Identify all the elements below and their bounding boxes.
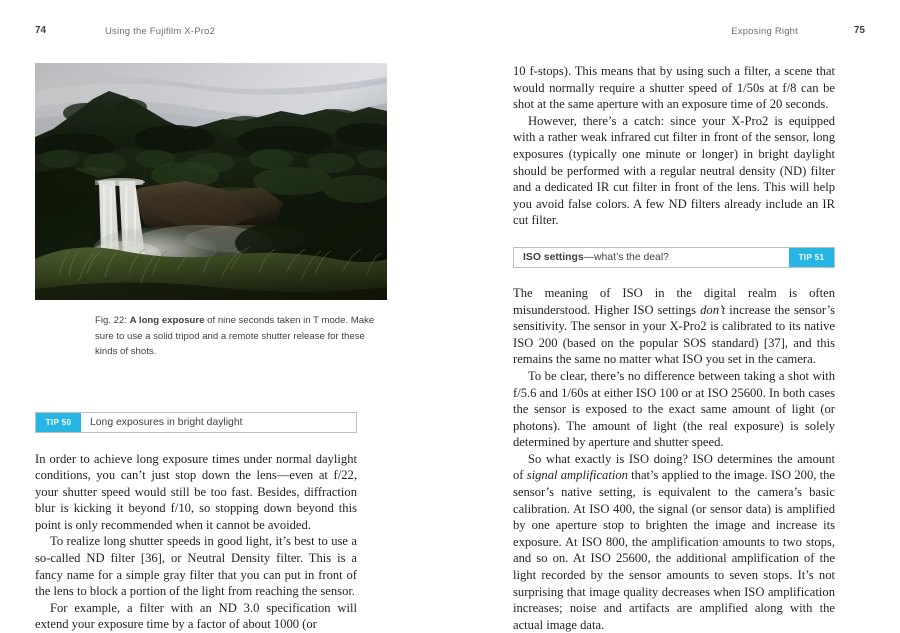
page-number-right: 75 (853, 25, 865, 36)
tip-51-title-rest: —what’s the deal? (583, 251, 669, 263)
caption-label: Fig. 22: (95, 315, 127, 326)
right-paragraph-2: However, there’s a catch: since your X-Pro2 is equipped with a rather weak infrared cut filter in front of the sensor, long exposures (typically one minute or longer) in bright daylight should be performed with a regular neutral density (ND) filter and a dedicated IR cut filter in front of the lens. This will help you avoid false colors. A few ND filters already include an IR cut filter. (513, 113, 835, 228)
right-paragraph-3 (513, 285, 835, 368)
left-column (35, 63, 375, 633)
caption-rest-text: of nine seconds taken in T mode. Make sure to use a solid tripod and a remote shutter release for these kinds of shots. (95, 315, 375, 357)
tip-51-title (514, 248, 789, 267)
figure-caption (95, 313, 385, 360)
left-paragraph-2: To realize long shutter speeds in good light, it’s best to use a so-called ND filter [36], or Neutral Density filter. This is a fancy name for a simple gray filter that you can put in front of the lens to block a portion of the light from reaching the sensor. (35, 534, 357, 599)
running-head-right: Exposing Right (731, 26, 798, 37)
right-p5-part-b: that’s applied to the image. ISO 200, the sensor’s native setting, is equivalent to the camera’s basic calibration. At ISO 400, the signal (or sensor data) is amplified by one aperture stop to brighten the image and increase its exposure. At ISO 800, the amplification amounts to two stops, and so on. At ISO 25600, the additional amplification of the light recorded by the sensor amounts to seven stops. It’s not surprising that image quality decreases when ISO amplification increases; noise and artifacts are amplified along with the actual image data. (513, 468, 836, 632)
right-p5-part-a: So what exactly is ISO doing? ISO determines the amount of (513, 451, 835, 483)
right-p3-part-b: increase the sensor’s sensitivity. The sensor in your X-Pro2 is calibrated to its native ISO 200 (based on the popular SOS standard) [37], and this remains the same no matter what ISO you set in the camera. (513, 302, 835, 367)
right-p3-italic: don’t (700, 302, 726, 317)
tip-51-title-bold: ISO settings (523, 251, 584, 263)
tip-51-box[interactable] (513, 247, 835, 268)
right-paragraph-4: To be clear, there’s no difference between taking a shot with f/5.6 and 1/60s at either ISO 100 or at ISO 25600. In both cases the sensor is exposed to the exact same amount of light (or photons). The amount of light (the real exposure) is solely determined by aperture and shutter speed. (513, 368, 835, 450)
right-p5-italic: signal amplification (526, 468, 628, 483)
tip-50-badge: TIP 50 (36, 413, 81, 432)
page-number-left: 74 (35, 25, 47, 36)
left-paragraph-1: In order to achieve long exposure times under normal daylight conditions, you can’t just stop down the lens—even at f/22, your shutter speed would still be too fast. Besides, diffraction blur is kicking it beyond f/10, so stopping down beyond this point is only recommended when it cannot be avoided. (35, 451, 357, 532)
right-paragraph-5 (513, 451, 835, 633)
tip-50-box[interactable] (35, 412, 357, 433)
running-head-left: Using the Fujifilm X-Pro2 (105, 26, 216, 37)
tip-51-badge: TIP 51 (789, 248, 834, 267)
right-p3-part-a: The meaning of ISO in the digital realm is often misunderstood. Higher ISO settings (513, 285, 835, 317)
left-paragraph-3: For example, a filter with an ND 3.0 specification will extend your exposure time by a factor of about 1000 (or (35, 600, 357, 632)
long-exposure-waterfall-photo (35, 63, 387, 300)
right-column (513, 63, 835, 633)
right-paragraph-1: 10 f-stops). This means that by using such a filter, a scene that would normally require a shutter speed of 1/50s at f/8 can be shot at the same aperture with an exposure time of 20 seconds. (513, 64, 835, 112)
caption-bold-text: A long exposure (129, 315, 205, 326)
figure-22 (35, 63, 375, 360)
tip-50-title: Long exposures in bright daylight (90, 416, 243, 428)
